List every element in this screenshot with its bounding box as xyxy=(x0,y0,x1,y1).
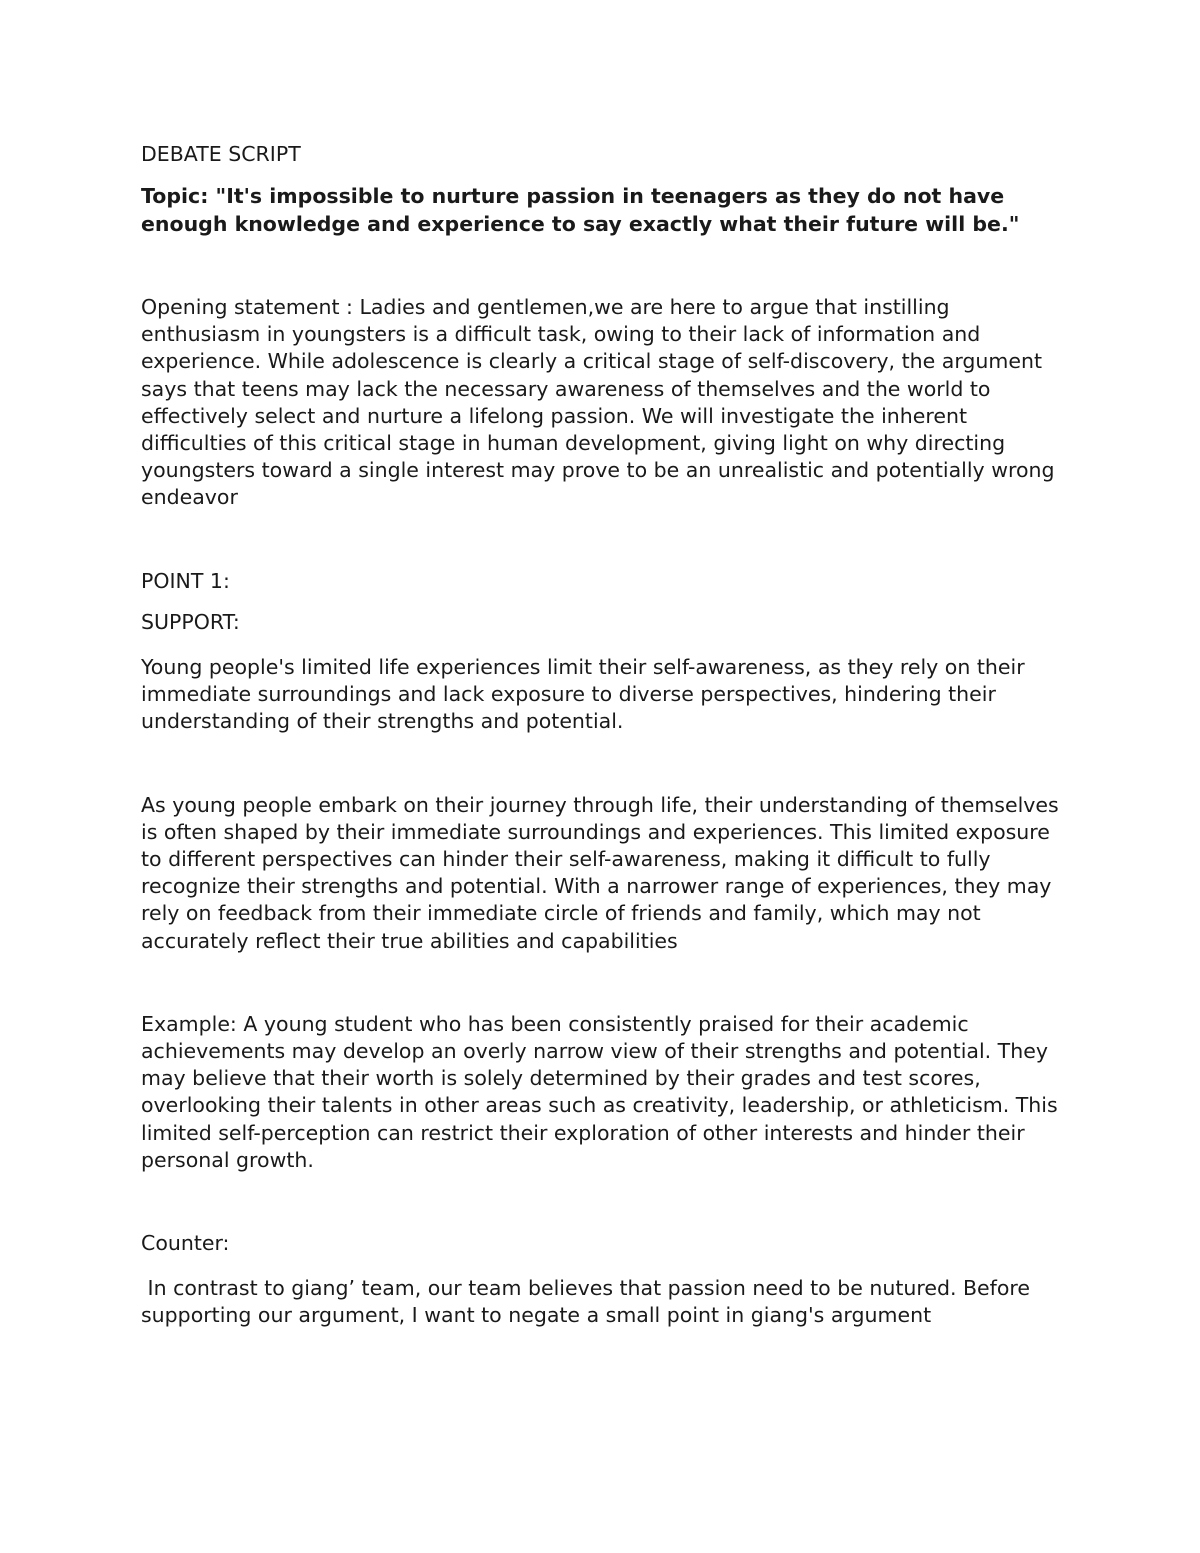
support-elaboration-paragraph: As young people embark on their journey through life, their understanding of themselves is often shaped by their immediate surroundings and experiences. This limited exposure to different perspectives can hinder their self-awareness, making it difficult to fully recognize their strengths and potential. With a narrower range of experiences, they may rely on feedback from their immediate circle of friends and family, which may not accurately reflect their true abilities and capabilities xyxy=(141,792,1059,953)
document-title: DEBATE SCRIPT xyxy=(141,142,301,166)
support-heading: SUPPORT: xyxy=(141,609,240,634)
document-page xyxy=(141,140,1071,1330)
example-paragraph: Example: A young student who has been consistently praised for their academic achievements may develop an overly narrow view of their strengths and potential. They may believe that their worth is solely determined by their grades and test scores, overlooking their talents in other areas such as creativity, leadership, or athleticism. This limited self-perception can restrict their exploration of other interests and hinder their personal growth. xyxy=(141,1011,1058,1172)
point-1-heading: POINT 1: xyxy=(141,568,230,593)
counter-paragraph: In contrast to giang’ team, our team believes that passion need to be nutured. Before supporting our argument, I want to negate a small point in giang's argument xyxy=(141,1276,1037,1328)
opening-statement: Opening statement : Ladies and gentlemen,we are here to argue that instilling enthusiasm in youngsters is a difficult task, owing to their lack of information and experience. While adolescence is clearly a critical stage of self-discovery, the argument says that teens may lack the necessary awareness of themselves and the world to effectively select and nurture a lifelong passion. We will investigate the inherent difficulties of this critical stage in human development, giving light on why directing youngsters toward a single interest may prove to be an unrealistic and potentially wrong endeavor xyxy=(141,295,1055,510)
counter-heading: Counter: xyxy=(141,1231,230,1256)
support-paragraph: Young people's limited life experiences limit their self-awareness, as they rely on their immediate surroundings and lack exposure to diverse perspectives, hindering their understanding of their strengths and potential. xyxy=(141,655,1025,734)
debate-topic: Topic: "It's impossible to nurture passion in teenagers as they do not have enough knowledge and experience to say exactly what their future will be." xyxy=(141,184,1020,236)
